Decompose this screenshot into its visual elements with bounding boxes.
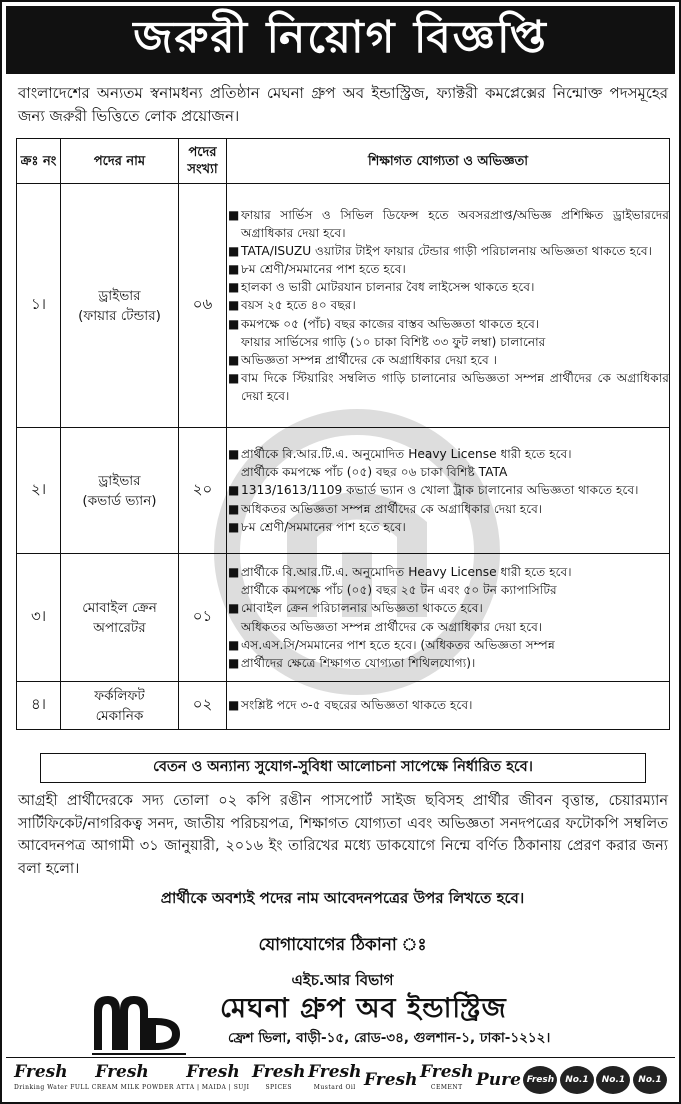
department-name: এইচ.আর বিভাগ [291,971,394,989]
list-item: ■ বাম দিকে স্টিয়ারিং সম্বলিত গাড়ি চালানোর অভিজ্ঞতা সম্পন্ন প্রার্থীদের কে অগ্রাধিকার দেয়া হবে। [228,370,669,403]
bullet-icon: ■ [228,280,240,295]
bullet-icon: ■ [228,352,240,367]
bullet-icon: ■ [228,483,240,498]
row-requirements [227,682,670,730]
row-count: ২০ [179,428,227,554]
row-sl: ১। [17,184,61,428]
bullet-icon: ■ [228,637,240,652]
brand-logo: Fresh SPICES [252,1062,306,1091]
list-item: ■ ৮ম শ্রেণী/সমমানের পাশ হতে হবে। [227,518,669,536]
row-sl: ৪। [17,682,61,730]
brand-logo-strip [6,1057,675,1102]
bullet-icon: ■ [228,316,240,331]
brand-logo: Fresh ATTA | MAIDA | SUJI [176,1062,250,1091]
brand-logo: Fresh [364,1070,418,1090]
bullet-icon: ■ [228,370,240,385]
bullet-icon: ■ [228,519,240,534]
list-item: ■ বয়স ২৫ হতে ৪০ বছর। [227,296,669,314]
row-post [61,184,179,428]
row-post [61,554,179,682]
list-item: অধিকতর অভিজ্ঞতা সম্পন্ন প্রার্থীদের কে অগ্রাধিকার দেয়া হবে। [241,619,543,634]
list-item: ■ 1313/1613/1109 কভার্ড ভ্যান ও খোলা ট্রাক চালানোর অভিজ্ঞতা থাকতে হবে। [227,481,669,499]
jobs-table [16,138,670,730]
list-item: ■ এস.এস.সি/সমমানের পাশ হতে হবে। (অধিকতর অভিজ্ঞতা সম্পন্ন [227,636,669,654]
table-row [17,682,670,730]
list-item: ■ প্রার্থীকে বি.আর.টি.এ. অনুমোদিত Heavy License ধারী হতে হবে। [227,445,669,463]
row-sl: ৩। [17,554,61,682]
list-item: ■ কমপক্ষে ০৫ (পাঁচ) বছর কাজের বাস্তব অভিজ্ঞতা থাকতে হবে। [227,315,669,333]
mandatory-note: প্রার্থীকে অবশ্যই পদের নাম আবেদনপত্রের উপর লিখতে হবে। [160,889,525,907]
row-post [61,682,179,730]
table-row [17,428,670,554]
bullet-icon: ■ [228,501,240,516]
bullet-icon: ■ [228,262,240,277]
header-count: পদের সংখ্যা [179,139,227,184]
list-item: প্রার্থীকে কমপক্ষে পাঁচ (০৫) বছর ০৬ চাকা বিশিষ্ট TATA [241,465,508,480]
list-item: ■ হালকা ও ভারী মোটরযান চালনার বৈধ লাইসেন্স থাকতে হবে। [227,278,669,296]
list-item: ■ মোবাইল ক্রেন পরিচালনার অভিজ্ঞতা থাকতে হবে। [227,599,669,617]
post-name: ড্রাইভার [98,472,141,489]
header-requirements: শিক্ষাগত যোগ্যতা ও অভিজ্ঞতা [227,139,670,184]
row-count: ০১ [179,554,227,682]
post-name: ড্রাইভার [98,287,141,304]
list-item: ■ অধিকতর অভিজ্ঞতা সম্পন্ন প্রার্থীদের কে অগ্রাধিকার দেয়া হবে। [227,500,669,518]
list-item: ■ প্রার্থীদের ক্ষেত্রে শিক্ষাগত যোগ্যতা শিথিলযোগ্য)। [227,654,669,672]
brand-badge-icon: Fresh [523,1066,557,1094]
list-item: ফায়ার সার্ভিসের গাড়ি (১০ চাকা বিশিষ্ট ৩৩ ফুট লম্বা) চালানোর [241,334,546,349]
meghna-logo-icon [90,988,190,1058]
row-post [61,428,179,554]
list-item: ■ প্রার্থীকে বি.আর.টি.এ. অনুমোদিত Heavy License ধারী হতে হবে। [227,563,669,581]
post-name: মোবাইল ক্রেন [82,599,157,616]
row-requirements [227,554,670,682]
table-header-row [17,139,670,184]
row-requirements [227,184,670,428]
application-instructions: আগ্রহী প্রার্থীদেরকে সদ্য তোলা ০২ কপি রঙীন পাসপোর্ট সাইজ ছবিসহ প্রার্থীর জীবন বৃত্তান্ত, চেয়ারম্যান সার্টিফিকেট/নাগরিকত্ব সনদ, জাতীয় পরিচয়পত্র, শিক্ষাগত যোগ্যতা এবং অভিজ্ঞতা সনদপত্রের ফটোকপি সম্বলিত আবেদনপত্র আগামী ৩১ জানুয়ারী, ২০১৬ ইং তারিখের মধ্যে ডাকযোগে নিন্মে বর্ণিত ঠিকানায় প্রেরণ করার জন্য বলা হলো। [18,793,668,877]
row-sl: ২। [17,428,61,554]
bullet-icon: ■ [228,298,240,313]
table-row [17,184,670,428]
bullet-icon: ■ [228,565,240,580]
company-address: ফ্রেশ ভিলা, বাড়ী-১৫, রোড-৩৪, গুলশান-১, ঢাকা-১২১২। [228,1030,551,1046]
brand-badge-icon: No.1 [560,1066,594,1094]
list-item: ■ ৮ম শ্রেণী/সমমানের পাশ হতে হবে। [227,260,669,278]
contact-heading: যোগাযোগের ঠিকানা ঃ [258,935,427,955]
brand-logo: Fresh FULL CREAM MILK POWDER [70,1062,174,1091]
brand-logo: Fresh CEMENT [420,1062,474,1091]
table-row [17,554,670,682]
row-requirements [227,428,670,554]
salary-note: বেতন ও অন্যান্য সুযোগ-সুবিধা আলোচনা সাপেক্ষে নির্ধারিত হবে। [40,753,646,783]
company-name: মেঘনা গ্রুপ অব ইন্ডাস্ট্রিজ [220,993,507,1024]
brand-logo: Fresh Mustard Oil [308,1062,362,1091]
post-detail: (কভার্ড ভ্যান) [82,492,157,509]
post-detail: মেকানিক [95,707,144,724]
bullet-icon: ■ [228,655,240,670]
header-post: পদের নাম [61,139,179,184]
list-item: প্রার্থীকে কমপক্ষে পাঁচ (০৫) বছর ২৫ টন এবং ৫০ টন ক্যাপাসিটির [241,583,557,598]
header-sl: ক্রঃ নং [17,139,61,184]
post-name: ফর্কলিফট [94,687,145,704]
bullet-icon: ■ [228,207,240,222]
brand-logo: Pure [476,1070,521,1090]
brand-logo: Fresh Drinking Water [14,1062,68,1091]
bullet-icon: ■ [228,244,240,259]
intro-paragraph: বাংলাদেশের অন্যতম স্বনামধন্য প্রতিষ্ঠান মেঘনা গ্রুপ অব ইন্ডাস্ট্রিজ, ফ্যাক্টরী কমপ্লেক্সের নিন্মোক্ত পদসমূহের জন্য জরুরী ভিত্তিতে লোক প্রয়োজন। [18,84,668,125]
bullet-icon: ■ [228,698,240,713]
post-detail: (ফায়ার টেন্ডার) [78,307,161,324]
bullet-icon: ■ [228,601,240,616]
list-item: ■ ফায়ার সার্ভিস ও সিভিল ডিফেন্স হতে অবসরপ্রাপ্ত/অভিজ্ঞ প্রশিক্ষিত ড্রাইভারদের অগ্রাধিকার দেয়া হবে। [228,207,669,241]
bullet-icon: ■ [228,447,240,462]
notice-title: জরুরী নিয়োগ বিজ্ঞপ্তি [6,6,675,74]
post-detail: অপারেটর [93,619,146,636]
list-item: ■ অভিজ্ঞতা সম্পন্ন প্রার্থীদের কে অগ্রাধিকার দেয়া হবে । [227,351,669,369]
row-count: ০৬ [179,184,227,428]
brand-badge-icon: No.1 [596,1066,630,1094]
row-count: ০২ [179,682,227,730]
list-item: ■ সংশ্লিষ্ট পদে ৩-৫ বছরের অভিজ্ঞতা থাকতে হবে। [227,696,669,714]
list-item: ■ TATA/ISUZU ওয়াটার টাইপ ফায়ার টেন্ডার গাড়ী পরিচালনায় অভিজ্ঞতা থাকতে হবে। [227,242,669,260]
brand-badge-icon: No.1 [633,1066,667,1094]
